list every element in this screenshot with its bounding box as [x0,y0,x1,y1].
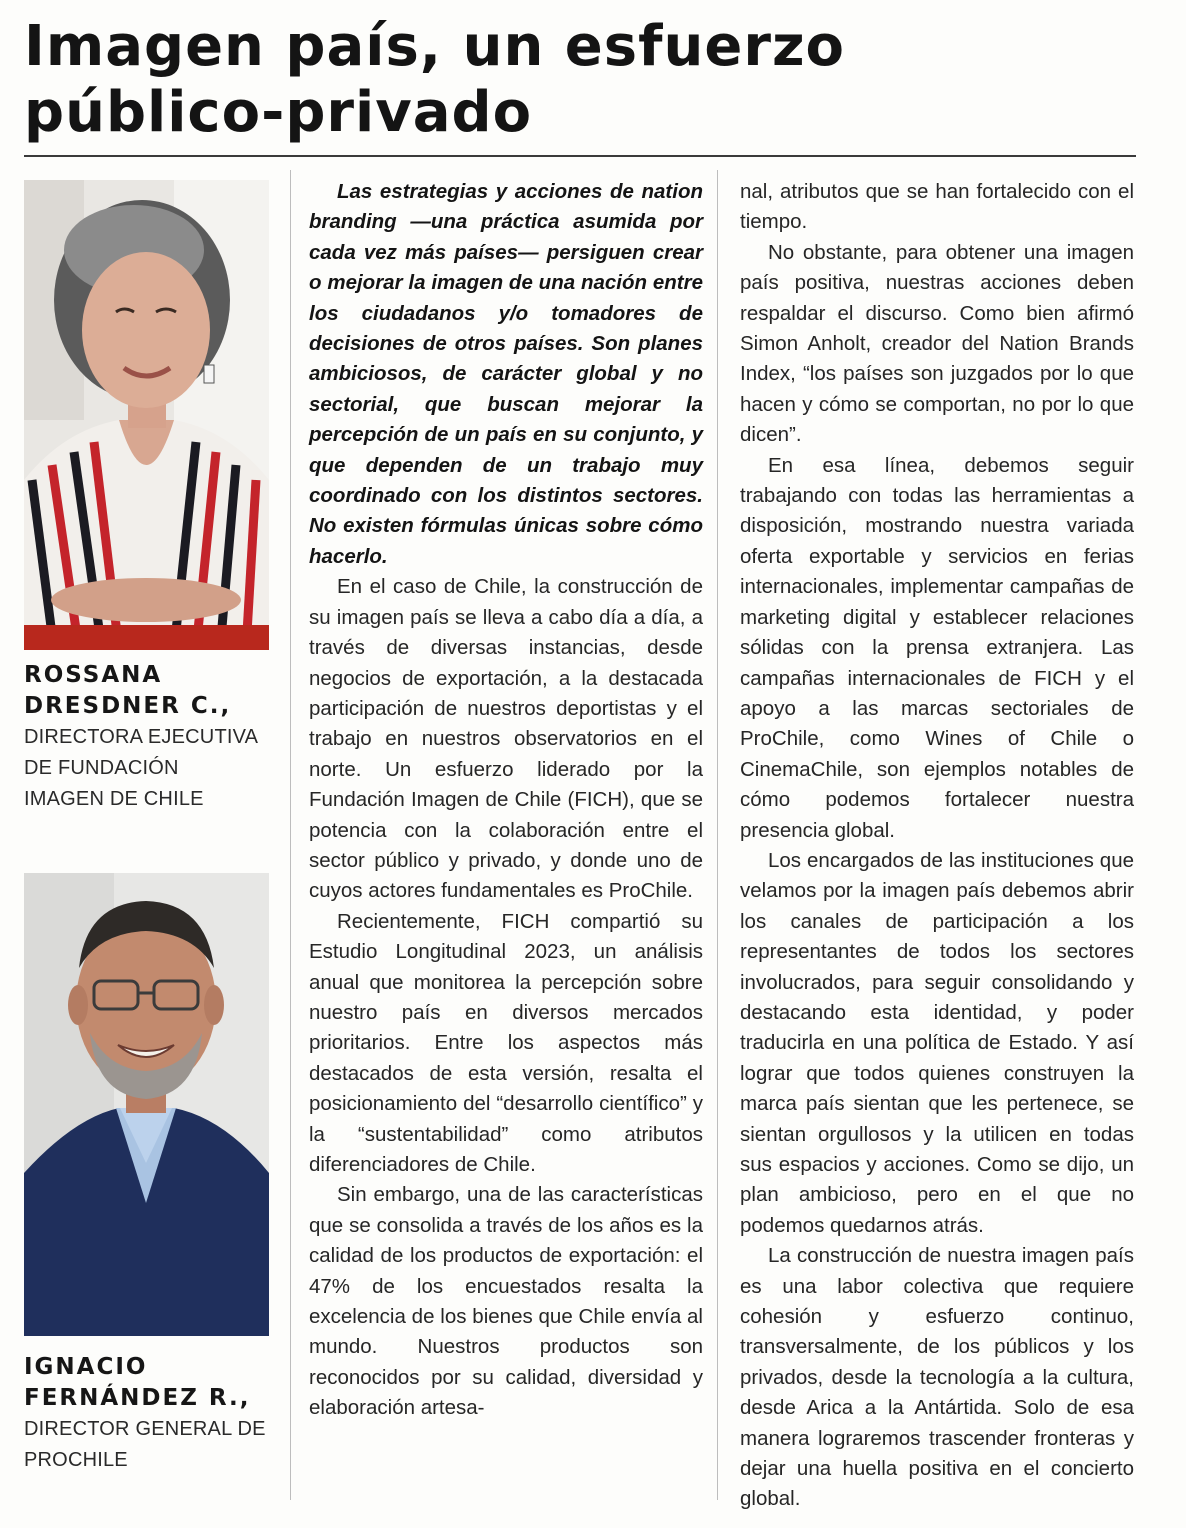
body-paragraph-continued: nal, atributos que se han fortalecido con el tiempo. [740,180,1134,234]
lead-paragraph: Las estrategias y acciones de nation branding —una práctica asumida por cada vez más países— persiguen crear o mejorar la imagen de una nación entre los ciudadanos y/o tomadores de decisiones de otros países. Son planes ambiciosos, de carácter global y no sectorial, que buscan mejorar la percepción de un país en su conjunto, y que dependen de un trabajo muy coordinado con los distintos sectores. No existen fórmulas únicas sobre cómo hacerlo. [309,180,703,568]
author-name-line: DRESDNER C., [24,693,232,719]
headline-line-2: público-privado [24,80,533,145]
author-role-line: PROCHILE [24,1449,128,1471]
column-divider [290,170,291,1500]
author-role-line: DIRECTOR GENERAL DE [24,1418,266,1440]
author-photo-rossana-dresdner [24,180,269,650]
headline-rule [24,155,1136,157]
author-role-line: DIRECTORA EJECUTIVA [24,726,259,748]
body-paragraph: Sin embargo, una de las características que se consolida a través de los años es la calidad de los productos de exportación: el 47% de los encuestados resalta la excelencia de los bienes que Chile envía al mundo. Nuestros productos son reconocidos por su calidad, diversidad y elaboración artesa- [309,1183,703,1420]
article-column-1 [309,177,703,1424]
author-name-line: FERNÁNDEZ R., [24,1385,251,1411]
body-paragraph: Los encargados de las instituciones que velamos por la imagen país debemos abrir los canales de participación a los representantes de todos los sectores involucrados, para seguir consolidando y destacando esta identidad, y poder traducirla en una política de Estado. Y así lograr que todos quienes construyen la marca país sientan que les pertenece, se sientan orgullosos y la utilicen en todas sus espacios y acciones. Como se dijo, un plan ambicioso, pero en el que no podemos quedarnos atrás. [740,848,1134,1237]
author-photo-ignacio-fernandez [24,873,269,1336]
author-name-line: IGNACIO [24,1354,148,1380]
body-paragraph: La construcción de nuestra imagen país es una labor colectiva que requiere cohesión y esfuerzo continuo, transversalmente, de los públicos y los privados, desde la tecnología a la cultura, desde Arica a la Antártida. Solo de esa manera lograremos trascender fronteras y dejar una huella positiva en el concierto global. [740,1244,1134,1511]
body-paragraph: En el caso de Chile, la construcción de su imagen país se lleva a cabo día a día, a través de diversas instancias, desde negocios de exportación, a la destacada participación de nuestros deportistas y el trabajo en nuestros observatorios en el norte. Un esfuerzo liderado por la Fundación Imagen de Chile (FICH), que se potencia con la colaboración entre el sector público y privado, y donde uno de cuyos actores fundamentales es ProChile. [309,575,703,903]
author-role-line: IMAGEN DE CHILE [24,788,204,810]
author-byline-1 [24,660,286,815]
author-name-line: ROSSANA [24,662,163,688]
headline [24,14,1134,146]
body-paragraph: Recientemente, FICH compartió su Estudio Longitudinal 2023, un análisis anual que monitorea la percepción sobre nuestro país en diversos mercados prioritarios. Entre los aspectos más destacados de esta versión, resalta el posicionamiento del “desarrollo científico” y la “sustentabilidad” como atributos diferenciadores de Chile. [309,909,703,1176]
article-column-2 [740,177,1134,1515]
author-role-line: DE FUNDACIÓN [24,757,179,779]
body-paragraph: En esa línea, debemos seguir trabajando con todas las herramientas a disposición, mostrando nuestra variada oferta exportable y servicios en ferias internacionales, implementar campañas de marketing digital y establecer relaciones sólidas con la prensa extranjera. Las campañas internacionales de FICH y el apoyo a las marcas sectoriales de ProChile, como Wines of Chile o CinemaChile, son ejemplos notables de cómo podemos fortalecer nuestra presencia global. [740,453,1134,842]
column-divider [717,170,718,1500]
headline-line-1: Imagen país, un esfuerzo [24,14,846,79]
author-byline-2 [24,1352,286,1476]
body-paragraph: No obstante, para obtener una imagen país positiva, nuestras acciones deben respaldar el discurso. Como bien afirmó Simon Anholt, creador del Nation Brands Index, “los países son juzgados por lo que hacen y cómo se comportan, no por lo que dicen”. [740,240,1134,447]
